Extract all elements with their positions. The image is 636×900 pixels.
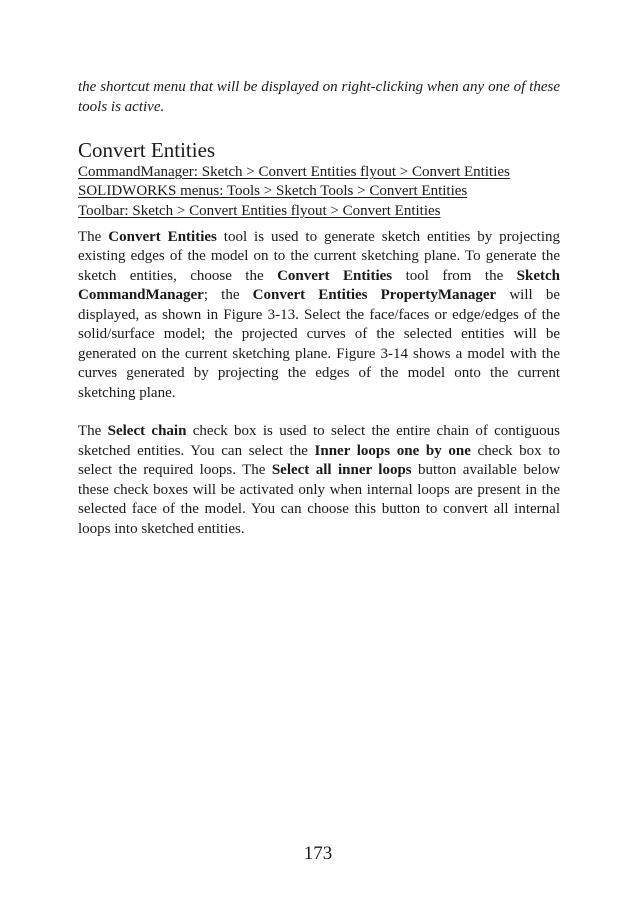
bold-term: Convert Entities [108, 228, 217, 245]
text-run: tool from the [392, 267, 517, 284]
intro-text: the shortcut menu that will be displayed on right-clicking when any one of these tools is active. [78, 79, 560, 115]
command-paths [78, 163, 560, 221]
text-run: check box is used to select the entire chain of contiguous sketched entities. You can select the [78, 423, 560, 459]
path-commandmanager: CommandManager: Sketch > Convert Entities flyout > Convert Entities [78, 164, 510, 181]
text-run: will be displayed, as shown in Figure 3-13. Select the face/faces or edge/edges of the solid/surface model; the projected curves of the selected entities will be generated on the current sketching plane. Figure 3-14 shows a model with the curves generated by projecting the edges of the model onto the current sketching plane. [78, 287, 560, 401]
bold-term: Convert Entities [277, 267, 393, 284]
bold-term: Select all inner loops [271, 462, 412, 479]
bold-term: Inner loops one by one [314, 442, 471, 459]
bold-term: Sketch CommandManager [78, 267, 560, 304]
page-body [78, 78, 560, 539]
path-solidworks-menus: SOLIDWORKS menus: Tools > Sketch Tools > Convert Entities [78, 183, 468, 200]
section-heading: Convert Entities [78, 138, 216, 163]
bold-term: Select chain [107, 423, 187, 440]
text-run: check box to select the required loops. The [78, 442, 561, 479]
text-run: ; the [203, 287, 253, 304]
text-run: The [78, 228, 109, 245]
text-run: The [78, 423, 108, 440]
text-run: button available below these check boxes will be activated only when internal loops are present in the selected face of the model. You can choose this button to convert all internal loops into sketched entities. [78, 462, 560, 537]
paragraph-select-chain [78, 422, 560, 539]
text-run: tool is used to generate sketch entities by projecting existing edges of the model on to the current sketching plane. To generate the sketch entities, choose the [78, 228, 560, 284]
page-number: 173 [303, 843, 333, 864]
paragraph-convert-entities [78, 228, 560, 404]
path-toolbar: Toolbar: Sketch > Convert Entities flyout > Convert Entities [78, 202, 441, 219]
bold-term: Convert Entities PropertyManager [252, 287, 497, 304]
